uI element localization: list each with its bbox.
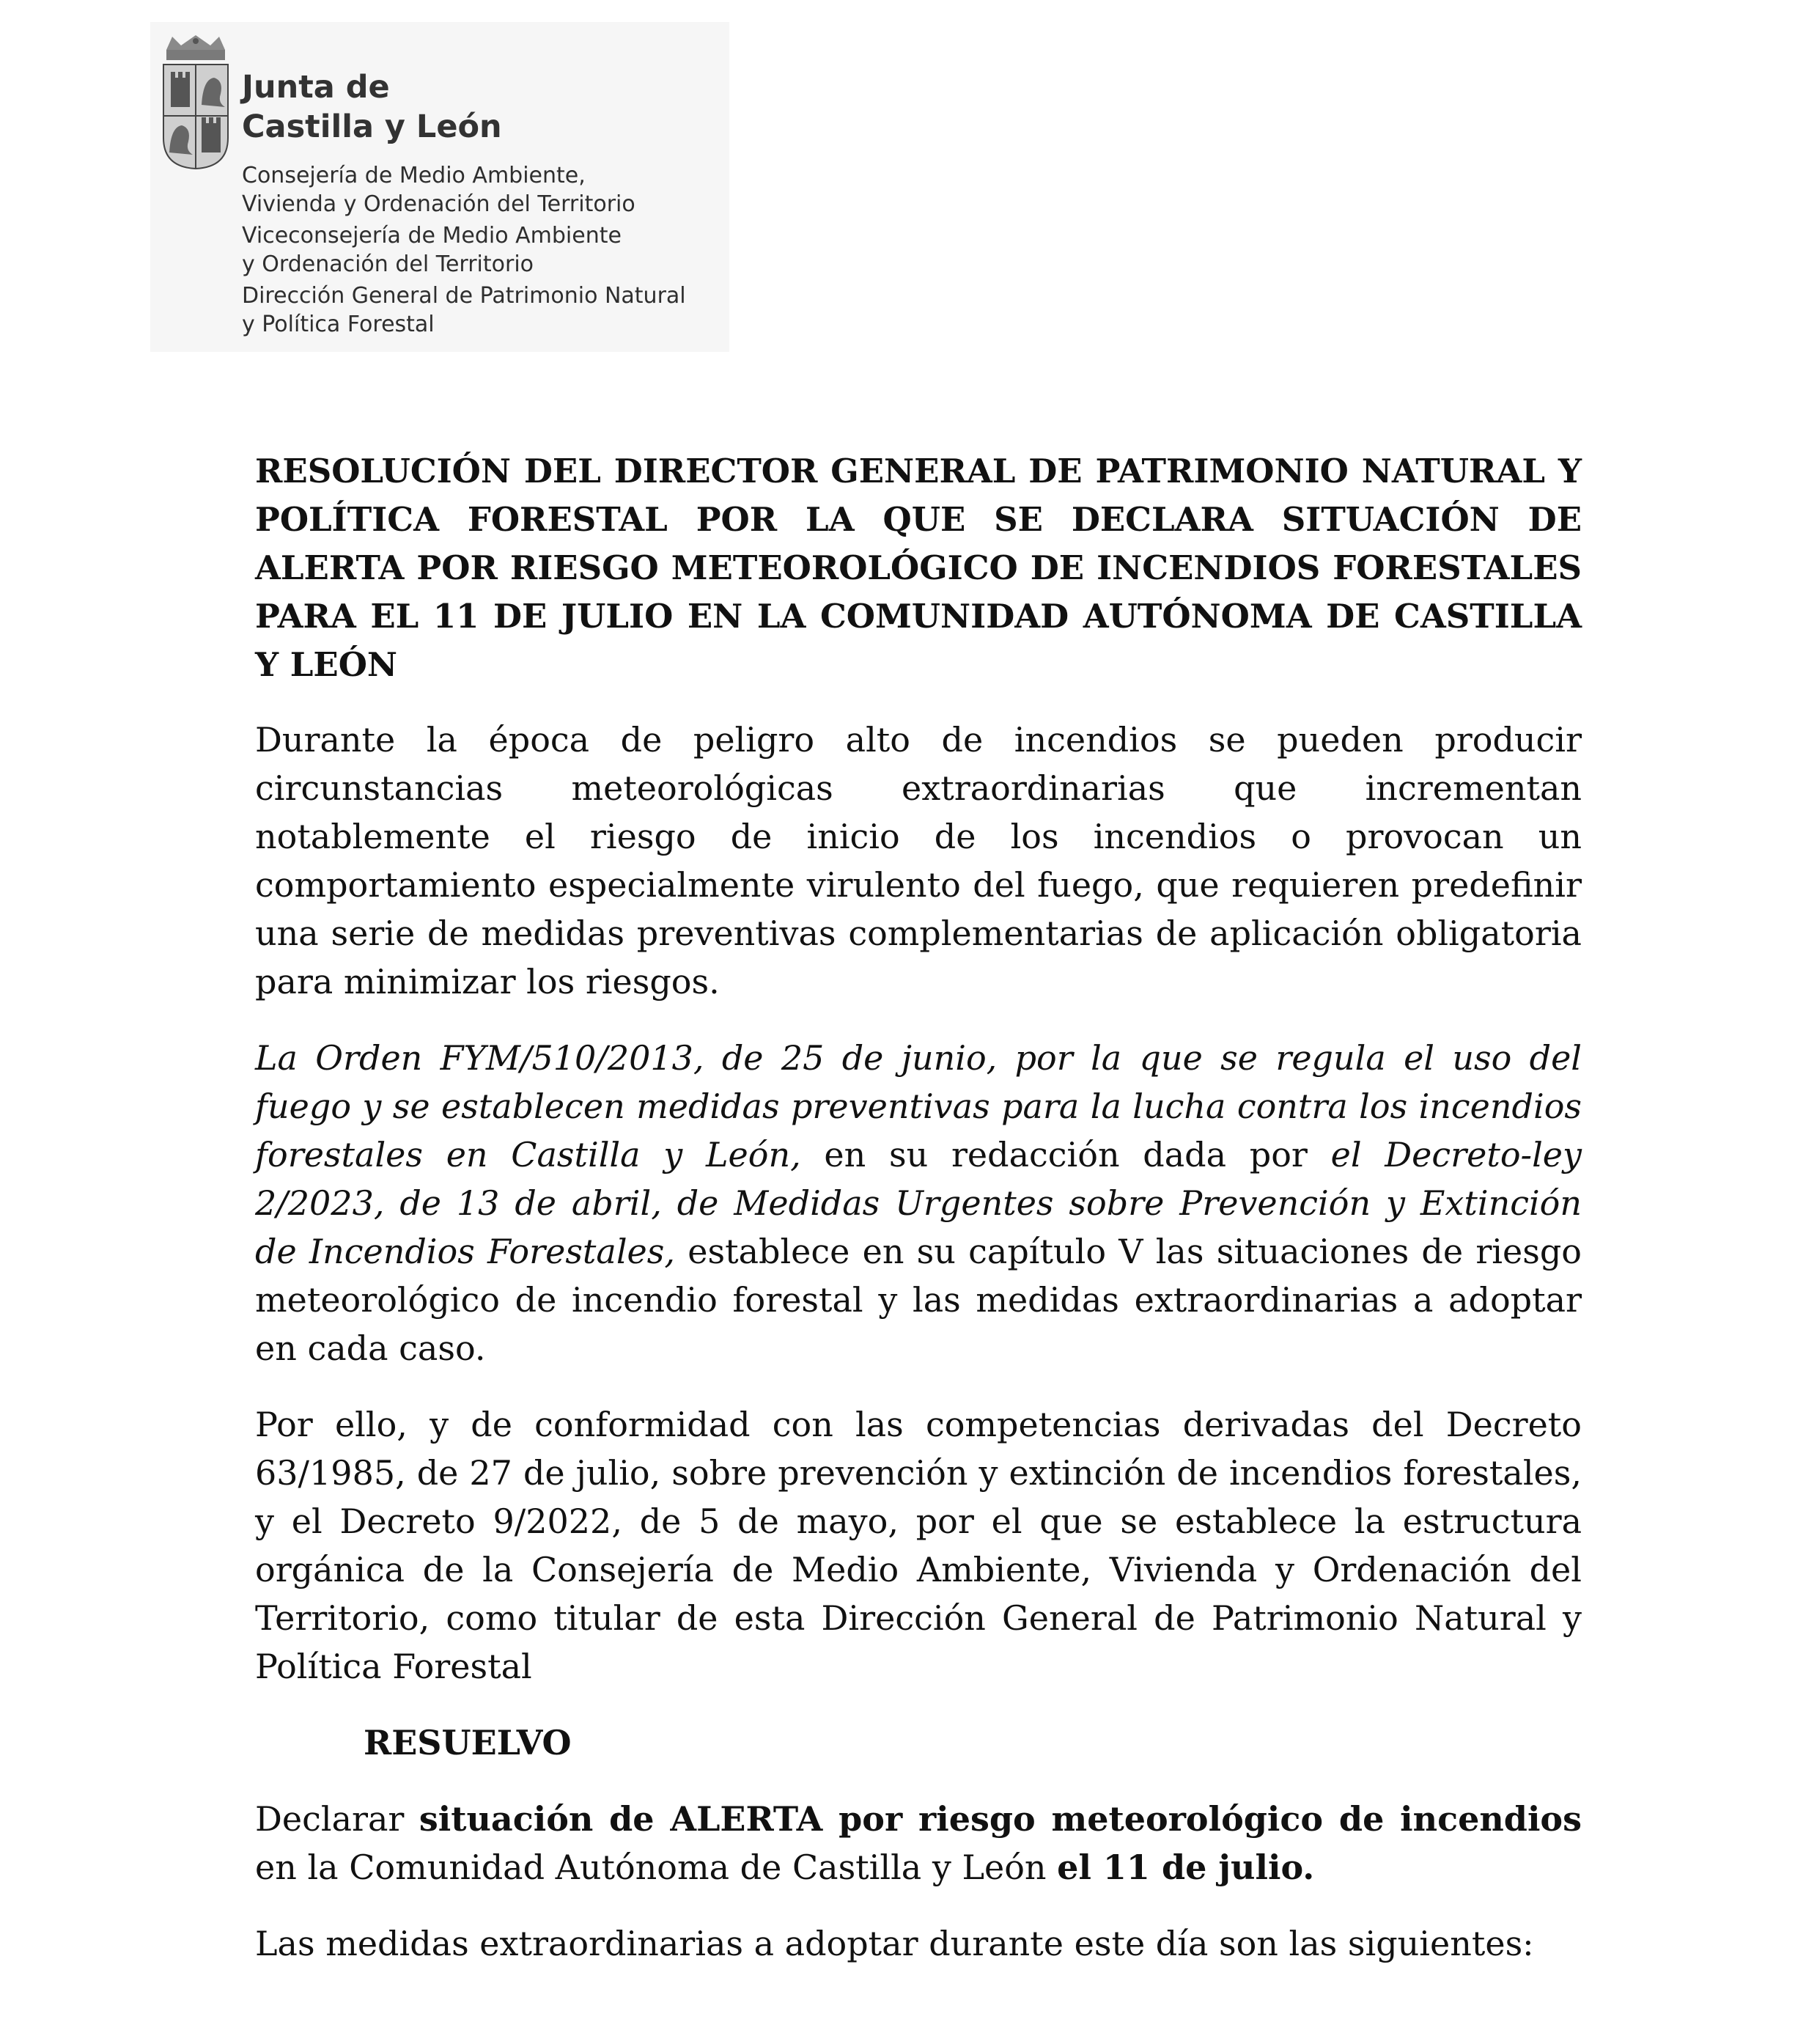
document-body: [255, 447, 1582, 1996]
resuelvo-heading: RESUELVO: [364, 1723, 572, 1762]
direccion-line2: y Política Forestal: [242, 312, 435, 337]
paragraph-measures-intro: Las medidas extraordinarias a adoptar durante este día son las siguientes:: [255, 1924, 1534, 1963]
direccion-name: [242, 282, 686, 339]
consejeria-line2: Vivienda y Ordenación del Territorio: [242, 191, 635, 217]
org-name-line2: Castilla y León: [242, 109, 502, 145]
consejeria-name: [242, 161, 686, 218]
declaration-text-b: en la Comunidad Autónoma de Castilla y León: [255, 1848, 1058, 1887]
viceconsejeria-line2: y Ordenación del Territorio: [242, 251, 534, 277]
paragraph-legal-text-b: establece en su capítulo V las situaciones de riesgo meteorológico de incendio forestal y las medidas extraordinarias a adoptar en cada caso.: [255, 1232, 1582, 1368]
paragraph-declaration: [255, 1795, 1582, 1892]
viceconsejeria-line1: Viceconsejería de Medio Ambiente: [242, 223, 622, 249]
letterhead: [150, 22, 729, 352]
orden-citation: La Orden FYM/510/2013, de 25 de junio, por la que se regula el uso del fuego y se establecen medidas preventivas para la lucha contra los incendios forestales en Castilla y León,: [255, 1038, 1582, 1174]
declaration-text-a: Declarar: [255, 1799, 419, 1839]
org-name-line1: Junta de: [242, 69, 390, 106]
letterhead-text: [242, 67, 686, 339]
paragraph-competencias: Por ello, y de conformidad con las competencias derivadas del Decreto 63/1985, de 27 de julio, sobre prevención y extinción de incendios forestales, y el Decreto 9/2022, de 5 de mayo, por el que se establece la estructura orgánica de la Consejería de Medio Ambiente, Vivienda y Ordenación del Territorio, como titular de esta Dirección General de Patrimonio Natural y Política Forestal: [255, 1405, 1582, 1686]
paragraph-intro: Durante la época de peligro alto de incendios se pueden producir circunstancias meteorológicas extraordinarias que incrementan notablemente el riesgo de inicio de los incendios o provocan un comportamiento especialmente virulento del fuego, que requieren predefinir una serie de medidas preventivas complementarias de aplicación obligatoria para minimizar los riesgos.: [255, 720, 1582, 1001]
direccion-line1: Dirección General de Patrimonio Natural: [242, 283, 686, 309]
org-name: [242, 67, 686, 147]
decreto-ley-citation: el Decreto-ley 2/2023, de 13 de abril, de Medidas Urgentes sobre Prevención y Extinción de Incendios Forestales,: [255, 1135, 1582, 1271]
coat-of-arms-icon: [159, 35, 232, 171]
paragraph-legal-basis: [255, 1034, 1582, 1372]
paragraph-legal-text-a: en su redacción dada por: [800, 1135, 1331, 1174]
consejeria-line1: Consejería de Medio Ambiente,: [242, 163, 586, 188]
document-title: RESOLUCIÓN DEL DIRECTOR GENERAL DE PATRIMONIO NATURAL Y POLÍTICA FORESTAL POR LA QUE SE DECLARA SITUACIÓN DE ALERTA POR RIESGO METEOROLÓGICO DE INCENDIOS FORESTALES PARA EL 11 DE JULIO EN LA COMUNIDAD AUTÓNOMA DE CASTILLA Y LEÓN: [255, 452, 1582, 684]
declaration-date: el 11 de julio.: [1057, 1848, 1315, 1887]
declaration-alert: situación de ALERTA por riesgo meteorológico de incendios: [419, 1799, 1582, 1839]
viceconsejeria-name: [242, 221, 686, 279]
